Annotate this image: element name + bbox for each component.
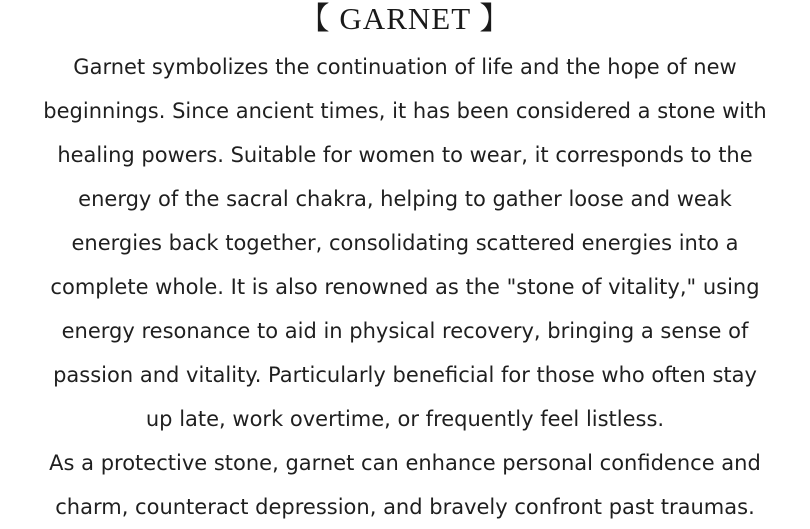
text-line: passion and vitality. Particularly beneficial for those who often stay — [53, 363, 757, 387]
text-line: energy of the sacral chakra, helping to gather loose and weak — [78, 187, 732, 211]
text-line: beginnings. Since ancient times, it has been considered a stone with — [43, 99, 767, 123]
description-text — [8, 45, 802, 529]
text-line: up late, work overtime, or frequently feel listless. — [145, 407, 665, 431]
text-line: energies back together, consolidating scattered energies into a — [71, 231, 739, 255]
text-line: As a protective stone, garnet can enhance personal confidence and — [49, 451, 761, 475]
text-line: healing powers. Suitable for women to wear, it corresponds to the — [57, 143, 753, 167]
text-line: Garnet symbolizes the continuation of life and the hope of new — [73, 55, 737, 79]
text-line: charm, counteract depression, and bravely confront past traumas. — [55, 495, 755, 519]
text-line: complete whole. It is also renowned as the "stone of vitality," using — [50, 275, 760, 299]
page-title: 【 GARNET 】 — [298, 1, 512, 36]
text-line: energy resonance to aid in physical recovery, bringing a sense of — [61, 319, 749, 343]
